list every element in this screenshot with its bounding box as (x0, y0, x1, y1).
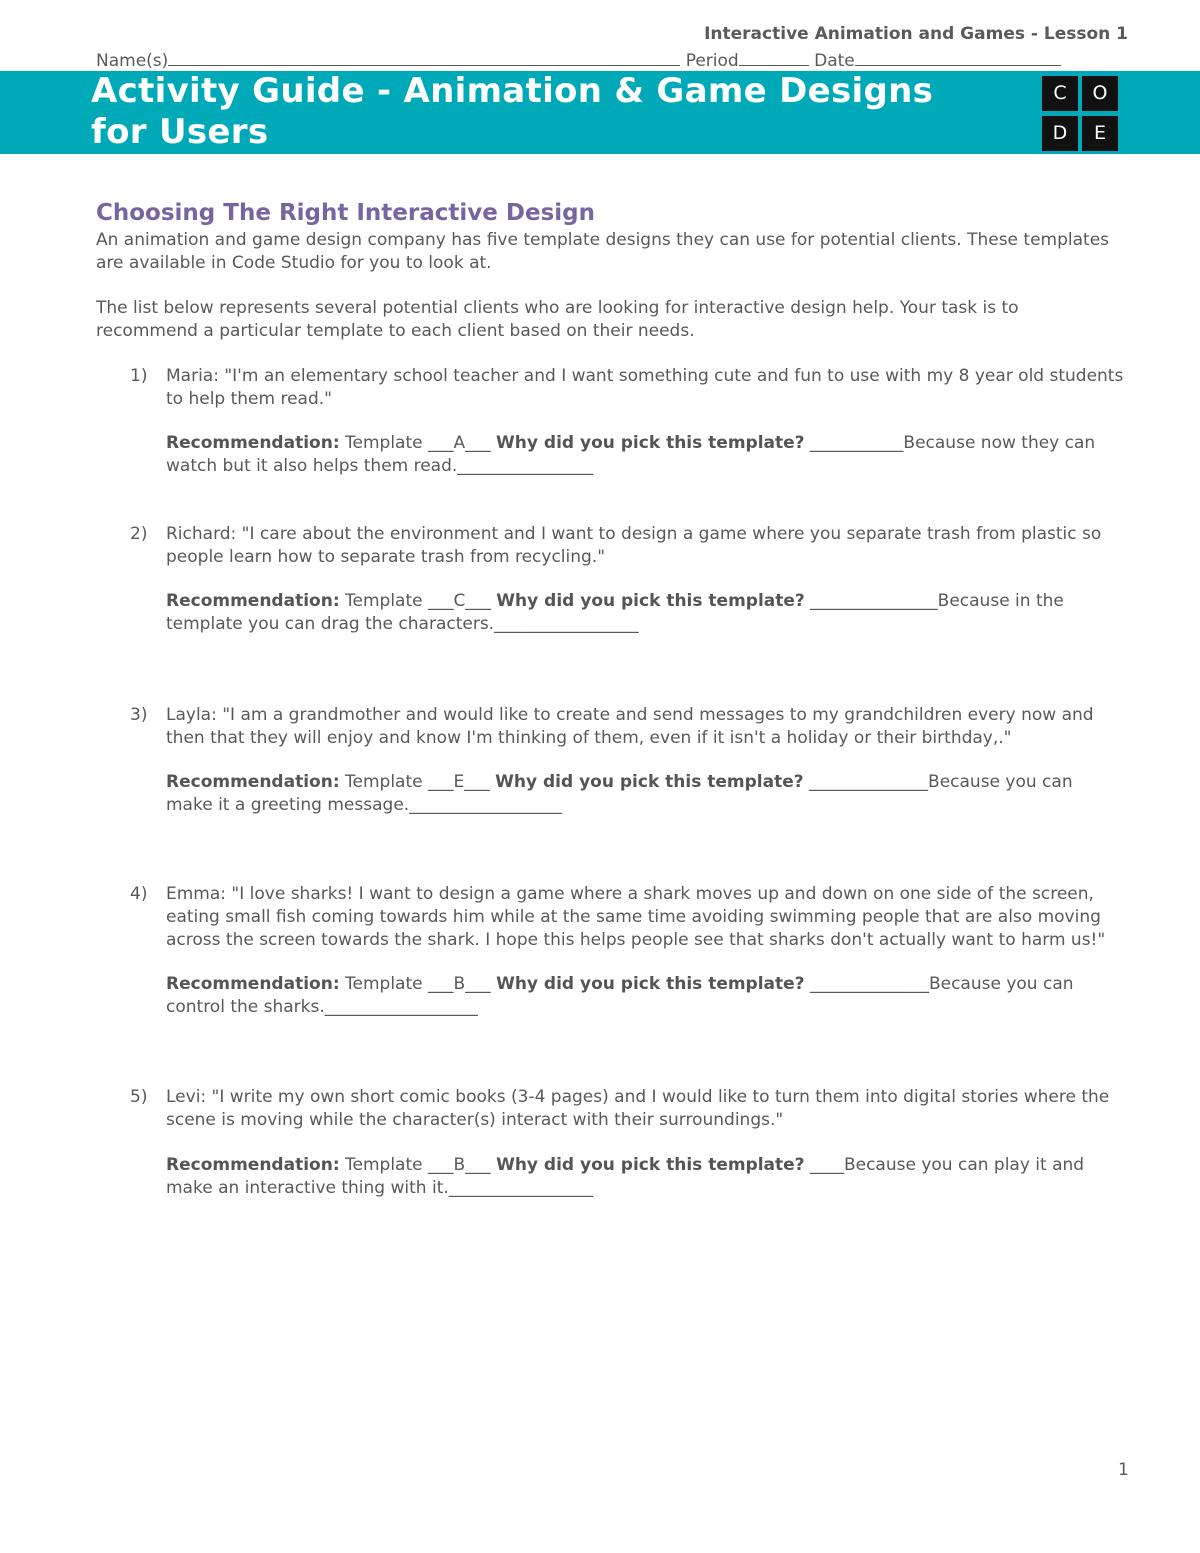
client-request-line: Richard: "I care about the environment and I want to design a game where you separate trash from plastic so (166, 524, 1102, 544)
recommendation-1[interactable] (166, 432, 1134, 478)
why-answer-line1[interactable]: ____Because you can play it and (809, 1155, 1085, 1175)
why-answer-line2[interactable]: make an interactive thing with it._________________ (166, 1178, 594, 1198)
item-number: 2) (130, 524, 148, 544)
client-item-2 (130, 523, 1130, 569)
recommendation-3[interactable] (166, 771, 1134, 817)
template-answer[interactable]: Template ___A___ (345, 433, 491, 453)
intro-p1-line1: An animation and game design company has five template designs they can use for potential clients. These templates (96, 230, 1110, 250)
date-label: Date (814, 51, 855, 71)
lesson-header: Interactive Animation and Games - Lesson 1 (704, 24, 1128, 44)
client-item-4 (130, 883, 1130, 952)
intro-p2-line2: recommend a particular template to each client based on their needs. (96, 321, 695, 341)
intro-p1-line2: are available in Code Studio for you to look at. (96, 253, 492, 273)
recommendation-5[interactable] (166, 1154, 1134, 1200)
page-number: 1 (1118, 1460, 1129, 1480)
logo-letter-e: E (1082, 116, 1118, 151)
client-request-line: Layla: "I am a grandmother and would like to create and send messages to my grandchildren every now and (166, 705, 1094, 725)
template-answer[interactable]: Template ___E___ (345, 772, 490, 792)
why-answer-line1[interactable]: ___________Because now they can (809, 433, 1096, 453)
client-request-line: then that they will enjoy and know I'm thinking of them, even if it isn't a holiday or their birthday,." (166, 728, 1012, 748)
name-period-date-line (96, 49, 1061, 71)
why-answer-line2[interactable]: make it a greeting message.__________________ (166, 795, 563, 815)
recommendation-2[interactable] (166, 590, 1134, 636)
client-request-line: scene is moving while the character(s) interact with their surroundings." (166, 1110, 784, 1130)
period-label: Period (685, 51, 739, 71)
intro-paragraph-2 (96, 297, 1136, 343)
client-request-line: Maria: "I'm an elementary school teacher and I want something cute and fun to use with my 8 year old students (166, 366, 1124, 386)
page-title-line2: for Users (91, 112, 269, 152)
recommendation-label: Recommendation: (166, 1155, 340, 1175)
client-request-line: to help them read." (166, 389, 332, 409)
why-label: Why did you pick this template? (496, 433, 805, 453)
recommendation-label: Recommendation: (166, 974, 340, 994)
client-request-line: eating small fish coming towards him while at the same time avoiding swimming people that are also moving (166, 907, 1101, 927)
client-item-1 (130, 365, 1130, 411)
client-item-5 (130, 1086, 1130, 1132)
recommendation-label: Recommendation: (166, 433, 340, 453)
name-field[interactable] (168, 49, 680, 66)
why-answer-line1[interactable]: ______________Because you can (809, 772, 1073, 792)
client-request-line: across the screen towards the shark. I hope this helps people see that sharks don't actually want to harm us!" (166, 930, 1106, 950)
template-answer[interactable]: Template ___B___ (345, 1155, 491, 1175)
page-title-line1: Activity Guide - Animation & Game Designs (91, 71, 934, 111)
why-label: Why did you pick this template? (496, 591, 805, 611)
why-answer-line1[interactable]: ______________Because you can (809, 974, 1074, 994)
section-title: Choosing The Right Interactive Design (96, 200, 595, 226)
name-label: Name(s) (96, 51, 169, 71)
client-request-line: Levi: "I write my own short comic books (3-4 pages) and I would like to turn them into digital stories where the (166, 1087, 1110, 1107)
template-answer[interactable]: Template ___C___ (345, 591, 491, 611)
item-number: 3) (130, 705, 148, 725)
template-answer[interactable]: Template ___B___ (345, 974, 491, 994)
why-answer-line2[interactable]: watch but it also helps them read.________________ (166, 456, 594, 476)
client-request-line: Emma: "I love sharks! I want to design a game where a shark moves up and down on one side of the screen, (166, 884, 1094, 904)
why-answer-line1[interactable]: _______________Because in the (810, 591, 1064, 611)
item-number: 1) (130, 366, 148, 386)
why-answer-line2[interactable]: control the sharks.__________________ (166, 997, 478, 1017)
page-title (91, 71, 1011, 153)
intro-p2-line1: The list below represents several potential clients who are looking for interactive design help. Your task is to (96, 298, 1019, 318)
period-field[interactable] (739, 49, 809, 66)
item-number: 5) (130, 1087, 148, 1107)
date-field[interactable] (855, 49, 1061, 66)
recommendation-label: Recommendation: (166, 772, 340, 792)
logo-letter-c: C (1042, 76, 1078, 111)
client-item-3 (130, 704, 1130, 750)
intro-paragraph-1 (96, 229, 1136, 275)
logo-letter-d: D (1042, 116, 1078, 151)
title-banner (0, 71, 1200, 154)
client-request-line: people learn how to separate trash from recycling." (166, 547, 606, 567)
recommendation-label: Recommendation: (166, 591, 340, 611)
item-number: 4) (130, 884, 148, 904)
why-label: Why did you pick this template? (496, 1155, 805, 1175)
why-label: Why did you pick this template? (495, 772, 804, 792)
why-label: Why did you pick this template? (496, 974, 805, 994)
logo-letter-o: O (1082, 76, 1118, 111)
code-logo (1040, 74, 1122, 154)
recommendation-4[interactable] (166, 973, 1134, 1019)
why-answer-line2[interactable]: template you can drag the characters._________________ (166, 614, 639, 634)
